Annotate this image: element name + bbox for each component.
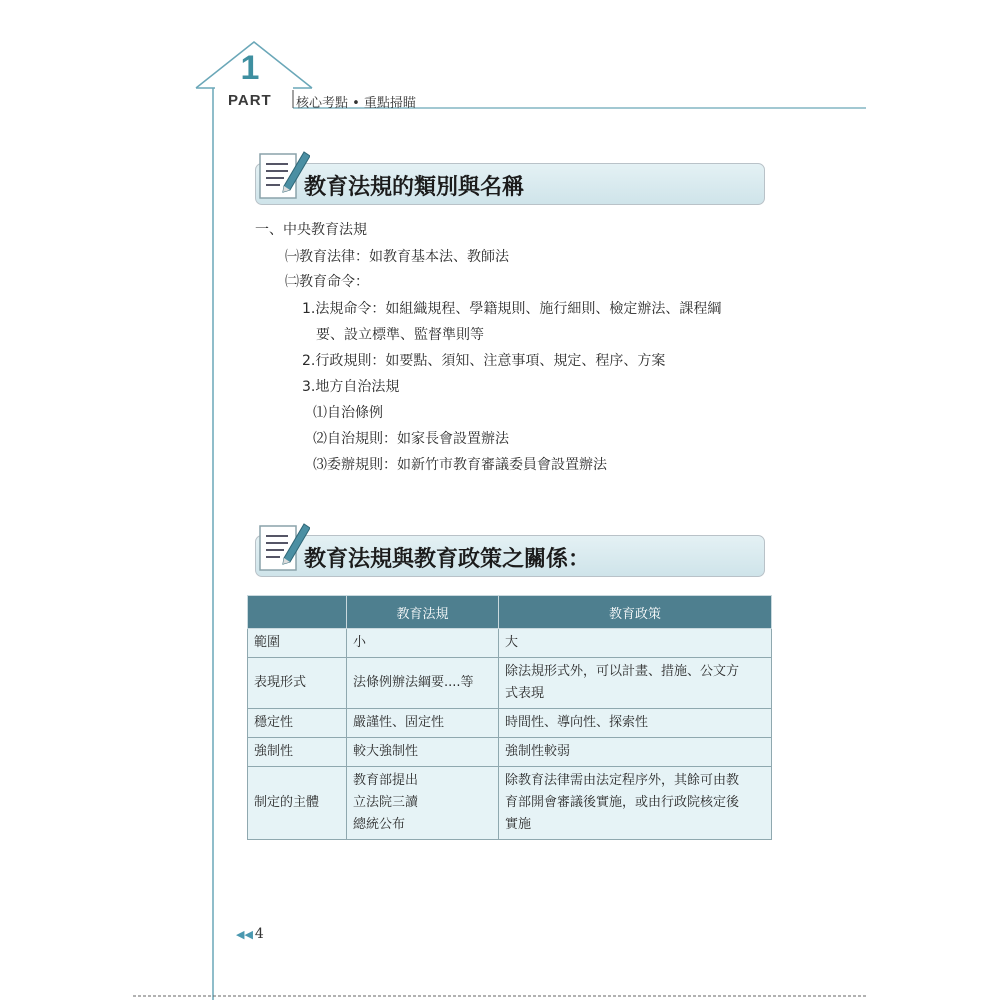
- outline-line: 1.法規命令：如組織規程、學籍規則、施行細則、檢定辦法、課程綱: [302, 301, 722, 317]
- law-cell: 法條例辦法綱要....等: [347, 658, 499, 709]
- table-header: 教育法規: [347, 596, 499, 629]
- outline-line: 要、設立標準、監督準則等: [316, 327, 484, 343]
- page-number-text: 4: [254, 926, 264, 942]
- law-cell: 教育部提出 立法院三讀 總統公布: [347, 767, 499, 840]
- section-banner-1: [255, 163, 765, 205]
- section-title-1: 教育法規的類別與名稱: [304, 174, 525, 200]
- outline-line: ㈠教育法律：如教育基本法、教師法: [285, 249, 509, 265]
- row-label: 強制性: [248, 738, 347, 767]
- policy-cell: 時間性、導向性、探索性: [499, 709, 772, 738]
- outline-line: 一、中央教育法規: [255, 222, 367, 238]
- table-header-row: [248, 596, 772, 629]
- row-label: 範圍: [248, 629, 347, 658]
- section-title-2: 教育法規與教育政策之關係：: [304, 546, 591, 572]
- table-row: [248, 709, 772, 738]
- page-number: [236, 926, 264, 942]
- policy-cell: 大: [499, 629, 772, 658]
- policy-cell: 除教育法律需由法定程序外，其餘可由教 育部開會審議後實施，或由行政院核定後 實施: [499, 767, 772, 840]
- table-row: [248, 629, 772, 658]
- law-cell: 較大強制性: [347, 738, 499, 767]
- note-pencil-icon: [258, 142, 310, 204]
- double-arrow-icon: ◀◀: [236, 928, 253, 941]
- part-label: PART: [228, 92, 272, 109]
- table-row: [248, 738, 772, 767]
- outline-line: ⑴自治條例: [313, 405, 383, 421]
- table-row: [248, 767, 772, 840]
- row-label: 制定的主體: [248, 767, 347, 840]
- section-banner-2: [255, 535, 765, 577]
- outline-line: 3.地方自治法規: [302, 379, 400, 395]
- table-row: [248, 658, 772, 709]
- note-pencil-icon: [258, 514, 310, 576]
- part-number: 1: [240, 49, 260, 87]
- chapter-subtitle: 核心考點 • 重點掃瞄: [296, 96, 416, 111]
- outline-line: ⑵自治規則：如家長會設置辦法: [313, 431, 509, 447]
- outline-line: 2.行政規則：如要點、須知、注意事項、規定、程序、方案: [302, 353, 666, 369]
- comparison-table: [247, 595, 772, 840]
- outline-line: ㈡教育命令：: [285, 274, 369, 290]
- policy-cell: 強制性較弱: [499, 738, 772, 767]
- law-cell: 小: [347, 629, 499, 658]
- policy-cell: 除法規形式外，可以計畫、措施、公文方 式表現: [499, 658, 772, 709]
- row-label: 穩定性: [248, 709, 347, 738]
- table-header: [248, 596, 347, 629]
- row-label: 表現形式: [248, 658, 347, 709]
- law-cell: 嚴謹性、固定性: [347, 709, 499, 738]
- table-header: 教育政策: [499, 596, 772, 629]
- outline-line: ⑶委辦規則：如新竹市教育審議委員會設置辦法: [313, 457, 607, 473]
